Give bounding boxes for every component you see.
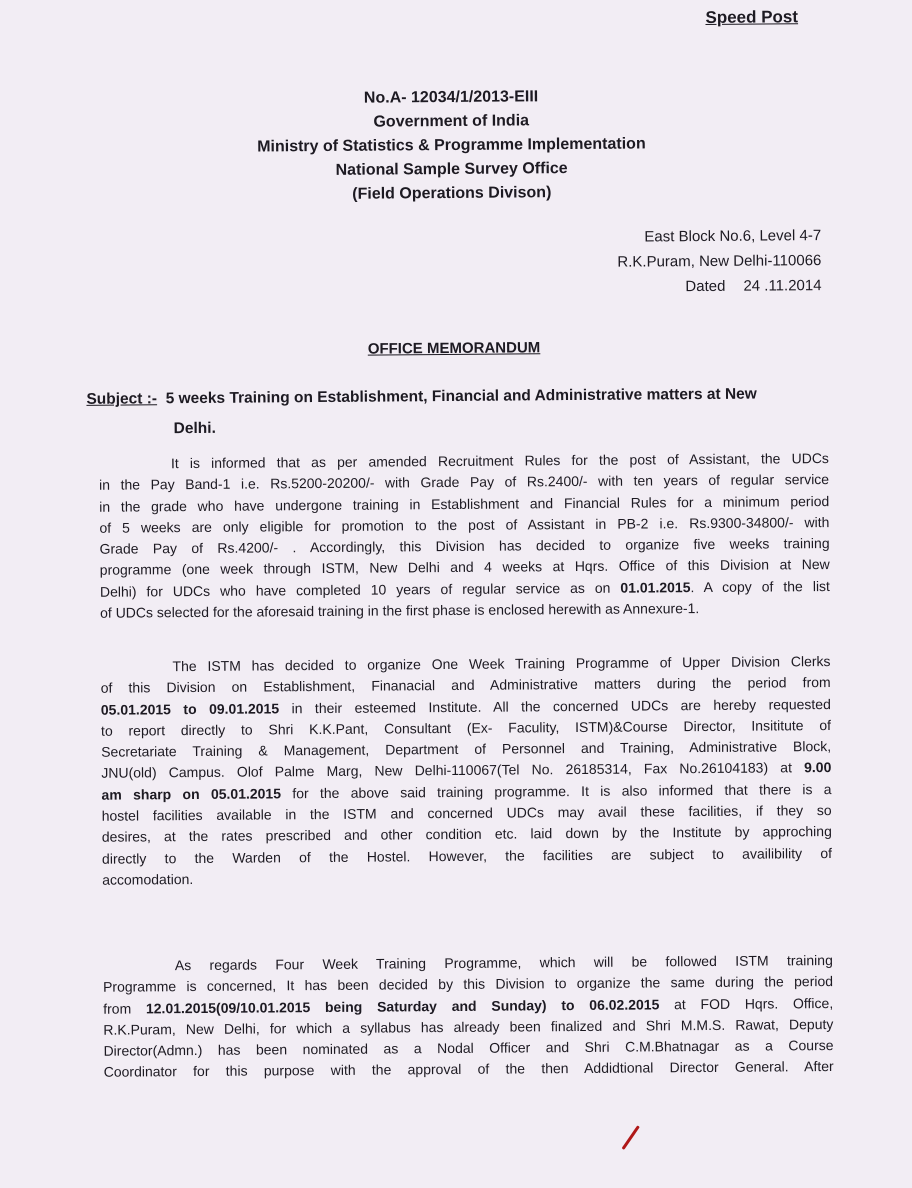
text-segment: in the Pay Band-1 i.e. Rs.5200-20200/- with Grade Pay of Rs.2400/- with ten years of regular service <box>99 471 830 494</box>
paragraph-2 <box>100 651 832 891</box>
text-segment: Programme is concerned, It has been decided by this Division to organize the same during the period <box>102 973 834 996</box>
paragraph-3 <box>103 950 834 1084</box>
file-number: No.A- 12034/1/2013-EIII <box>363 88 539 107</box>
text-segment: Director(Admn.) has been nominated as a Nodal Officer and Shri C.M.Bhatnagar as a Course <box>103 1037 834 1059</box>
date-line <box>617 273 821 300</box>
bold-text: 05.01.2015 to 09.01.2015 <box>100 699 280 718</box>
paragraph-line <box>104 1056 834 1083</box>
text-segment: R.K.Puram, New Delhi, for which a syllabus has already been finalized and Shri M.M.S. Rawat, Deputy <box>103 1015 834 1038</box>
division-name: (Field Operations Divison) <box>352 184 552 203</box>
text-segment: programme (one week through ISTM, New Delhi and 4 weeks at Hqrs. Office of this Division at New <box>99 556 830 579</box>
text-segment: The ISTM has decided to organize One Week Training Programme of Upper Division Clerks <box>172 653 831 675</box>
text-segment: Secretariate Training & Management, Department of Personnel and Training, Administrative Block, <box>101 738 832 760</box>
government-name: Government of India <box>373 112 530 131</box>
office-name: National Sample Survey Office <box>335 160 568 179</box>
text-segment: in their esteemed Institute. All the concerned UDCs are hereby requested <box>279 695 831 716</box>
bold-text: am sharp on 05.01.2015 <box>101 785 282 803</box>
text-segment: directly to the Warden of the Hostel. However, the facilities are subject to availibility of <box>101 844 833 867</box>
text-segment: JNU(old) Campus. Olof Palme Marg, New Delhi-110067(Tel No. 26185314, Fax No.26104183) at <box>101 759 805 782</box>
text-segment: of UDCs selected for the aforesaid training in the first phase is enclosed herewith as Annexure-1. <box>100 600 700 621</box>
text-segment: . A copy of the list <box>690 577 830 595</box>
subject-block <box>86 379 826 445</box>
text-segment: Grade Pay of Rs.4200/- . Accordingly, this Division has decided to organize five weeks training <box>99 535 830 557</box>
text-segment: hostel facilities available in the ISTM and concerned UDCs may avail these facilities, if they so <box>101 802 832 824</box>
text-segment: accomodation. <box>102 870 194 888</box>
text-segment: desires, at the rates prescribed and other condition etc. laid down by the Institute by approching <box>101 823 832 846</box>
subject-line-2: Delhi. <box>173 419 216 438</box>
text-segment: from <box>103 999 147 1017</box>
ministry-name: Ministry of Statistics & Programme Implementation <box>257 135 646 156</box>
bold-text: 01.01.2015 <box>620 578 691 596</box>
dated-label: Dated <box>685 277 726 296</box>
address-line-1: East Block No.6, Level 4-7 <box>644 227 822 246</box>
subject-line-1: 5 weeks Training on Establishment, Financial and Administrative matters at New <box>165 385 757 408</box>
letterhead <box>196 84 707 208</box>
text-segment: of 5 weeks are only eligible for promotion to the post of Assistant in PB-2 i.e. Rs.9300-34800/- with <box>99 513 830 536</box>
date-value: 24 .11.2014 <box>743 277 822 295</box>
text-segment: It is informed that as per amended Recruitment Rules for the post of Assistant, the UDCs <box>170 450 829 472</box>
paragraph-line <box>100 597 830 624</box>
text-segment: Delhi) for UDCs who have completed 10 years of regular service as on <box>99 579 621 600</box>
text-segment: in the grade who have undergone training in Establishment and Financial Rules for a minimum period <box>99 492 830 515</box>
speed-post-label: Speed Post <box>705 7 799 27</box>
paragraph-1 <box>99 448 830 624</box>
text-segment: for the above said training programme. It is also informed that there is a <box>280 780 832 802</box>
text-segment: of this Division on Establishment, Finanacial and Administrative matters during the period from <box>100 674 831 697</box>
text-segment: at FOD Hqrs. Office, <box>659 994 834 1012</box>
address-block <box>617 223 822 300</box>
bold-text: 9.00 <box>804 759 832 776</box>
subject-label: Subject :- <box>86 390 158 408</box>
pen-mark <box>622 1125 640 1150</box>
address-line-2: R.K.Puram, New Delhi-110066 <box>617 252 822 271</box>
bold-text: 12.01.2015(09/10.01.2015 being Saturday and Sunday) to 06.02.2015 <box>145 995 660 1016</box>
text-segment: As regards Four Week Training Programme, which will be followed ISTM training <box>174 952 833 974</box>
memo-title: OFFICE MEMORANDUM <box>367 339 541 358</box>
text-segment: Coordinator for this purpose with the approval of the then Addidtional Director General. After <box>103 1058 834 1081</box>
text-segment: to report directly to Shri K.K.Pant, Consultant (Ex- Faculity, ISTM)&Course Director, Insititute of <box>100 716 832 739</box>
